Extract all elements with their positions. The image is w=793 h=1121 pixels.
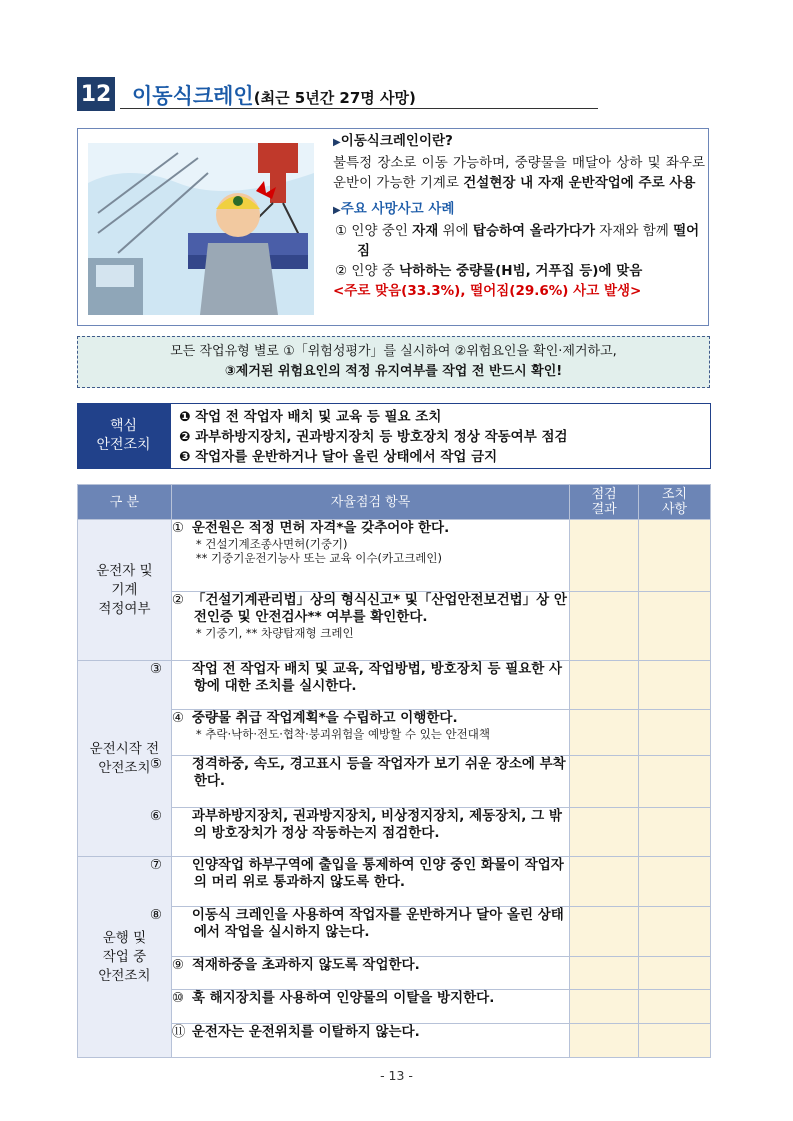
table-row bbox=[78, 957, 711, 990]
header-category: 구 분 bbox=[78, 485, 172, 520]
action-cell[interactable] bbox=[639, 857, 711, 907]
title-subtitle: (최근 5년간 27명 사망) bbox=[253, 89, 416, 107]
header-items: 자율점검 항목 bbox=[171, 485, 569, 520]
header-action: 조치 사항 bbox=[639, 485, 711, 520]
action-cell[interactable] bbox=[639, 661, 711, 710]
action-cell[interactable] bbox=[639, 957, 711, 990]
action-cell[interactable] bbox=[639, 520, 711, 592]
check-result-cell[interactable] bbox=[570, 1024, 639, 1058]
check-item: ⑦ 인양작업 하부구역에 출입을 통제하여 인양 중인 화물이 작업자의 머리 위로 통과하지 않도록 한다. bbox=[171, 857, 569, 907]
self-check-table bbox=[77, 484, 711, 1058]
action-cell[interactable] bbox=[639, 1024, 711, 1058]
check-item: ⑨ 적재하중을 초과하지 않도록 작업한다. bbox=[171, 957, 569, 990]
check-result-cell[interactable] bbox=[570, 592, 639, 661]
accident-stats: <주로 맞음(33.3%), 떨어짐(29.6%) 사고 발생> bbox=[333, 283, 642, 299]
check-result-cell[interactable] bbox=[570, 907, 639, 957]
page-number: - 13 - bbox=[380, 1068, 413, 1083]
crane-worker-illustration bbox=[88, 143, 314, 315]
table-row bbox=[78, 857, 711, 907]
table-row bbox=[78, 592, 711, 661]
question-what-is: ▶이동식크레인이란? bbox=[333, 133, 453, 149]
table-row bbox=[78, 1024, 711, 1058]
check-result-cell[interactable] bbox=[570, 808, 639, 857]
action-cell[interactable] bbox=[639, 592, 711, 661]
table-header-row bbox=[78, 485, 711, 520]
triangle-bullet-icon: ▶ bbox=[333, 137, 341, 148]
triangle-bullet-icon: ▶ bbox=[333, 205, 341, 216]
check-result-cell[interactable] bbox=[570, 661, 639, 710]
key-safety-label: 핵심 안전조치 bbox=[77, 403, 170, 469]
category-cell: 운행 및 작업 중 안전조치 bbox=[78, 857, 172, 1058]
table-row bbox=[78, 710, 711, 756]
action-cell[interactable] bbox=[639, 990, 711, 1024]
key-item: ❸ 작업자를 운반하거나 달아 올린 상태에서 작업 금지 bbox=[179, 449, 498, 465]
check-result-cell[interactable] bbox=[570, 957, 639, 990]
action-cell[interactable] bbox=[639, 907, 711, 957]
table-row bbox=[78, 661, 711, 710]
check-item: ⑧ 이동식 크레인을 사용하여 작업자를 운반하거나 달아 올린 상태에서 작업을 실시하지 않는다. bbox=[171, 907, 569, 957]
check-item: ③ 작업 전 작업자 배치 및 교육, 작업방법, 방호장치 등 필요한 사항에 대한 조치를 실시한다. bbox=[171, 661, 569, 710]
action-cell[interactable] bbox=[639, 808, 711, 857]
table-row bbox=[78, 808, 711, 857]
note-line-1: 모든 작업유형 별로 ①「위험성평가」를 실시하여 ②위험요인을 확인·제거하고, bbox=[170, 344, 617, 359]
title-underline bbox=[120, 108, 598, 109]
key-item: ❷ 과부하방지장치, 권과방지장치 등 방호장치 정상 작동여부 점검 bbox=[179, 429, 568, 445]
title-text: 이동식크레인 bbox=[132, 84, 254, 108]
definition-text: 불특정 장소로 이동 가능하며, 중량물을 매달아 상하 및 좌우로 운반이 가능한 기계로 건설현장 내 자재 운반작업에 주로 사용 bbox=[333, 155, 705, 191]
key-item: ❶ 작업 전 작업자 배치 및 교육 등 필요 조치 bbox=[179, 409, 442, 425]
check-result-cell[interactable] bbox=[570, 990, 639, 1024]
case-1: ① 인양 중인 자재 위에 탑승하여 올라가다가 자재와 함께 떨어짐 bbox=[335, 223, 700, 259]
risk-assessment-note bbox=[77, 336, 710, 388]
table-row bbox=[78, 756, 711, 808]
header-check-result: 점검 결과 bbox=[570, 485, 639, 520]
check-item: ⑪ 운전자는 운전위치를 이탈하지 않는다. bbox=[171, 1024, 569, 1058]
check-item: ⑤ 정격하중, 속도, 경고표시 등을 작업자가 보기 쉬운 장소에 부착한다. bbox=[171, 756, 569, 808]
check-item: ① 운전원은 적정 면허 자격*을 갖추어야 한다. * 건설기계조종사면허(기중기) ** 기중기운전기능사 또는 교육 이수(카고크레인) bbox=[171, 520, 569, 592]
action-cell[interactable] bbox=[639, 710, 711, 756]
check-result-cell[interactable] bbox=[570, 857, 639, 907]
case-2: ② 인양 중 낙하하는 중량물(H빔, 거푸집 등)에 맞음 bbox=[335, 263, 643, 279]
category-cell: 운전자 및 기계 적정여부 bbox=[78, 520, 172, 661]
check-item: ④ 중량물 취급 작업계획*을 수립하고 이행한다. * 추락·낙하·전도·협착·붕괴위험을 예방할 수 있는 안전대책 bbox=[171, 710, 569, 756]
check-item: ② 「건설기계관리법」상의 형식신고* 및「산업안전보건법」상 안전인증 및 안전검사** 여부를 확인한다. * 기중기, ** 차량탑재형 크레인 bbox=[171, 592, 569, 661]
note-line-2: ③제거된 위험요인의 적정 유지여부를 작업 전 반드시 확인! bbox=[224, 364, 563, 379]
action-cell[interactable] bbox=[639, 756, 711, 808]
check-result-cell[interactable] bbox=[570, 710, 639, 756]
category-cell: 운전시작 전 안전조치 bbox=[78, 661, 172, 857]
check-result-cell[interactable] bbox=[570, 756, 639, 808]
check-item: ⑥ 과부하방지장치, 권과방지장치, 비상정지장치, 제동장치, 그 밖의 방호장치가 정상 작동하는지 점검한다. bbox=[171, 808, 569, 857]
page-title bbox=[132, 80, 416, 110]
key-safety-list bbox=[170, 403, 711, 469]
table-row bbox=[78, 990, 711, 1024]
question-main-cases: ▶주요 사망사고 사례 bbox=[333, 201, 455, 217]
check-result-cell[interactable] bbox=[570, 520, 639, 592]
info-text bbox=[333, 131, 705, 301]
table-row bbox=[78, 907, 711, 957]
table-row bbox=[78, 520, 711, 592]
section-number: 12 bbox=[77, 77, 115, 111]
check-item: ⑩ 훅 해지장치를 사용하여 인양물의 이탈을 방지한다. bbox=[171, 990, 569, 1024]
